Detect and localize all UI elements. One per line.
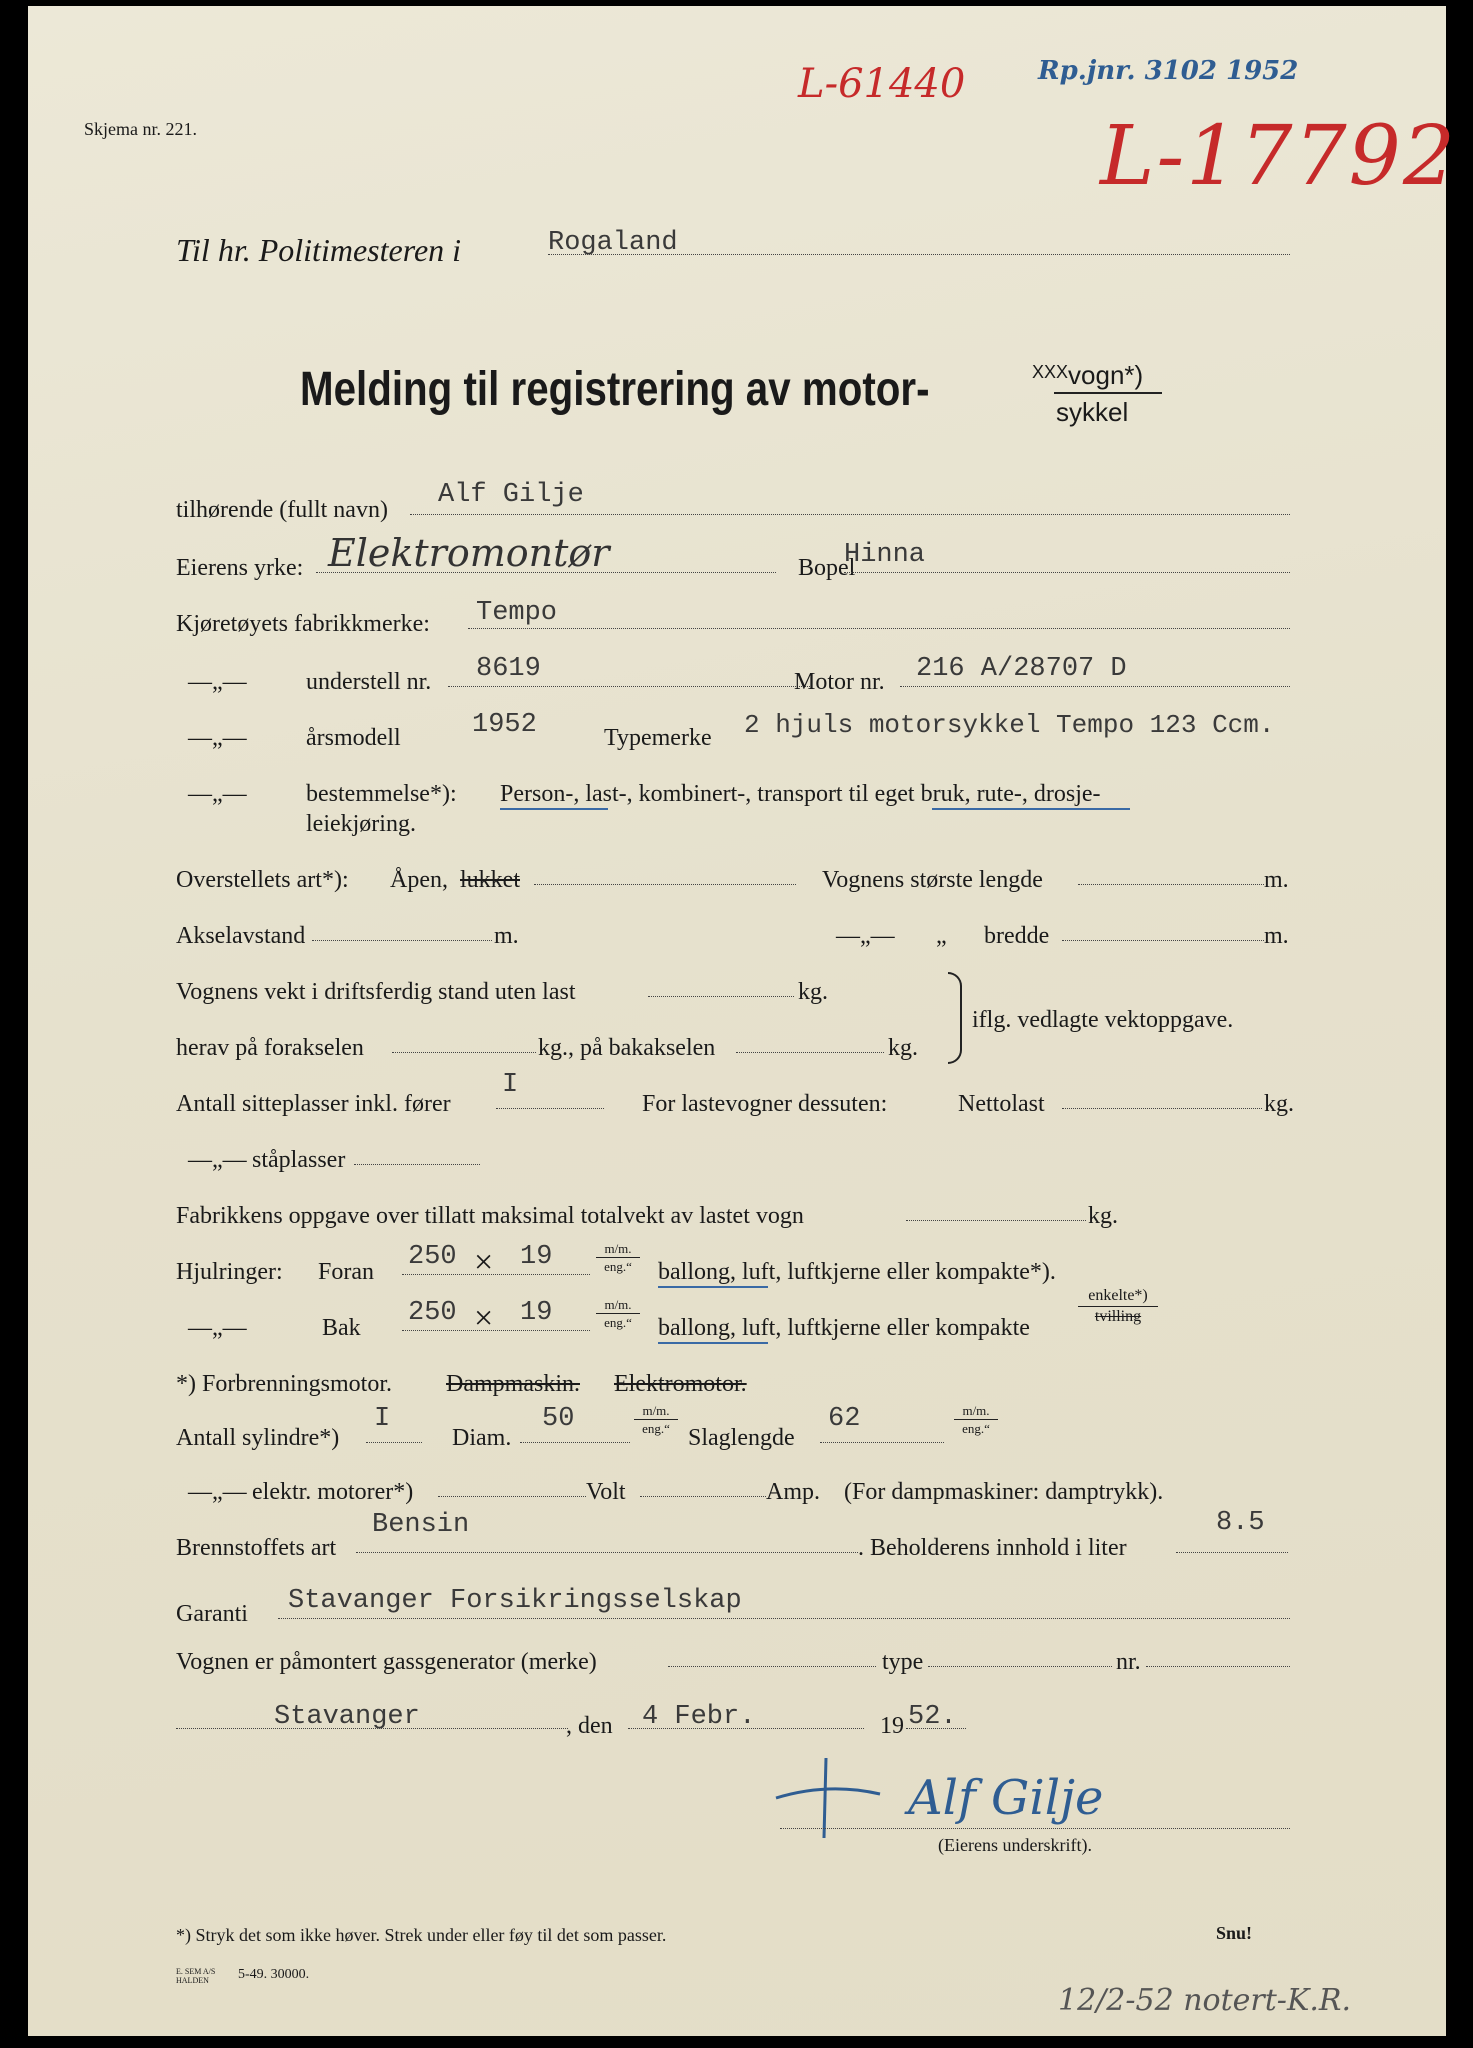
ditto-4: —„— (836, 923, 895, 949)
standing-line (354, 1164, 480, 1165)
tyres-rear-line (402, 1330, 590, 1331)
chassis-value: 8619 (476, 654, 541, 684)
length-label: Vognens største lengde (822, 867, 1043, 893)
weight-rear-unit: kg. (888, 1035, 918, 1061)
weight-front-line (392, 1052, 536, 1053)
weight-note: iflg. vedlagte vektoppgave. (972, 1007, 1234, 1033)
occupation-label: Eierens yrke: (176, 555, 304, 581)
motor-value: 216 A/28707 D (916, 654, 1127, 684)
motor-label: Motor nr. (794, 669, 885, 695)
guarantee-line (278, 1618, 1290, 1619)
wheelbase-label: Akselavstand (176, 923, 306, 949)
model-year-value: 1952 (472, 710, 537, 740)
fuel-value: Bensin (372, 1510, 470, 1540)
year-suffix: 52. (908, 1702, 957, 1732)
make-value: Tempo (476, 598, 558, 628)
volt-label: Volt (586, 1479, 626, 1505)
max-weight-line (906, 1220, 1086, 1221)
weight-empty-label: Vognens vekt i driftsferdig stand uten last (176, 979, 576, 1005)
page-title: Melding til registrering av motor- (300, 363, 930, 416)
tyres-front-height: 19 (520, 1242, 553, 1272)
seats-value: I (502, 1070, 519, 1100)
ditto-6: —„— (188, 1315, 247, 1341)
occupation-line (316, 572, 776, 573)
weight-rear-label: kg., på bakakselen (538, 1035, 716, 1061)
net-line (1062, 1108, 1262, 1109)
length-unit: m. (1264, 867, 1289, 893)
wheelbase-unit: m. (494, 923, 519, 949)
chassis-line (448, 686, 810, 687)
ditto-7: —„— (188, 1479, 247, 1505)
elec-motor-label: elektr. motorer*) (252, 1479, 414, 1505)
form-number: Skjema nr. 221. (84, 119, 197, 139)
wheelbase-line (312, 940, 492, 941)
seats-label: Antall sitteplasser inkl. fører (176, 1091, 451, 1117)
tyres-front-types: ballong, luft, luftkjerne eller kompakte*). (658, 1259, 1056, 1285)
print-run: 5-49. 30000. (238, 1967, 310, 1982)
purpose-underline-own-use (932, 808, 1130, 810)
purpose-options: Person-, last-, kombinert-, transport til eget bruk, rute-, drosje- (500, 781, 1101, 807)
tyres-front-times: × (474, 1244, 494, 1281)
ditto-3: —„— (188, 781, 247, 807)
weight-front-label: herav på forakselen (176, 1035, 364, 1061)
diam-line (520, 1442, 630, 1443)
make-line (468, 628, 1290, 629)
type-label: Typemerke (604, 725, 712, 751)
purpose-continued: leiekjøring. (306, 811, 416, 837)
make-label: Kjøretøyets fabrikkmerke: (176, 611, 430, 637)
net-label: Nettolast (958, 1091, 1045, 1117)
elec-motor-line (438, 1496, 586, 1497)
net-unit: kg. (1264, 1091, 1294, 1117)
cylinders-value: I (374, 1404, 391, 1434)
cargo-label: For lastevogner dessuten: (642, 1091, 888, 1117)
engine-steam: Dampmaskin. (446, 1371, 580, 1397)
tyres-front-width: 250 (408, 1242, 457, 1272)
owner-signature: Alf Gilje (908, 1770, 1104, 1826)
cylinders-line (366, 1442, 422, 1443)
width-quote: „ (936, 923, 947, 949)
diam-value: 50 (542, 1404, 575, 1434)
weight-empty-unit: kg. (798, 979, 828, 1005)
tyres-rear-unit: m/m. eng.“ (596, 1298, 640, 1329)
place-line (176, 1728, 568, 1729)
weight-empty-line (648, 996, 794, 997)
tyres-front-line (402, 1274, 590, 1275)
motor-line (900, 686, 1290, 687)
tank-label: . Beholderens innhold i liter (858, 1535, 1127, 1561)
form-sheet (28, 6, 1458, 2036)
max-weight-label: Fabrikkens oppgave over tillatt maksimal totalvekt av lastet vogn (176, 1203, 804, 1229)
title-fraction-bar (1054, 392, 1162, 394)
standing-label: ståplasser (252, 1147, 346, 1173)
body-label: Overstellets art*): (176, 867, 349, 893)
width-unit: m. (1264, 923, 1289, 949)
signature-line (780, 1828, 1290, 1829)
chassis-label: understell nr. (306, 669, 432, 695)
tyres-label: Hjulringer: (176, 1259, 283, 1285)
date-line (628, 1728, 864, 1729)
type-value: 2 hjuls motorsykkel Tempo 123 Ccm. (744, 710, 1275, 740)
tank-line (1176, 1552, 1288, 1553)
tyres-rear-width: 250 (408, 1298, 457, 1328)
gasgen-nr-label: nr. (1116, 1649, 1141, 1675)
footer-note: *) Stryk det som ikke høver. Strek under eller føy til det som passer. (176, 1925, 667, 1945)
title-vogn: $^{XXX}$vogn*) (1032, 360, 1144, 390)
year-prefix: 19 (880, 1713, 904, 1739)
ref-code-1: L-61440 (798, 61, 966, 107)
length-line (1078, 884, 1264, 885)
guarantee-value: Stavanger Forsikringsselskap (288, 1586, 742, 1616)
guarantee-label: Garanti (176, 1601, 248, 1627)
fuel-line (356, 1552, 858, 1553)
title-sykkel: sykkel (1056, 397, 1129, 427)
ditto-1: —„— (188, 669, 247, 695)
owner-line (410, 514, 1290, 515)
purpose-underline-person (500, 808, 608, 810)
handwritten-note: 12/2-52 notert-K.R. (1058, 1983, 1352, 2018)
addressee-value: Rogaland (548, 228, 678, 258)
tyres-rear-label: Bak (322, 1315, 361, 1341)
owner-name: Alf Gilje (438, 480, 584, 510)
max-weight-unit: kg. (1088, 1203, 1118, 1229)
tyres-front-label: Foran (318, 1259, 374, 1285)
printer-name: E. SEM A/S (176, 1967, 216, 1976)
gasgen-type-line (928, 1666, 1112, 1667)
turn-over: Snu! (1216, 1923, 1253, 1943)
date-den: , den (566, 1713, 613, 1739)
owner-label: tilhørende (fullt navn) (176, 497, 388, 523)
tank-value: 8.5 (1216, 1508, 1265, 1538)
engine-combustion: *) Forbrenningsmotor. (176, 1371, 392, 1397)
width-label: bredde (984, 923, 1050, 949)
tyres-rear-types: ballong, luft, luftkjerne eller kompakte (658, 1315, 1030, 1341)
tyres-rear-underline (658, 1342, 768, 1344)
signature-caption: (Eierens underskrift). (938, 1835, 1092, 1855)
journal-stamp: Rp.jnr. 3102 1952 (1038, 56, 1299, 86)
steam-note: (For dampmaskiner: damptrykk). (844, 1479, 1164, 1505)
place-value: Stavanger (274, 1702, 420, 1732)
ref-code-2: L-17792 (1100, 109, 1458, 204)
diam-unit: m/m. eng.“ (634, 1404, 678, 1435)
purpose-label: bestemmelse*): (306, 781, 457, 807)
stroke-label: Slaglengde (688, 1425, 795, 1451)
gasgen-type-label: type (882, 1649, 924, 1675)
tyres-front-underline (658, 1286, 768, 1288)
amp-label: Amp. (766, 1479, 820, 1505)
title-xxx: XXX (1032, 362, 1069, 382)
gasgen-make-line (668, 1666, 876, 1667)
model-year-label: årsmodell (306, 725, 401, 751)
stroke-value: 62 (828, 1404, 861, 1434)
residence-line (844, 572, 1290, 573)
date-value: 4 Febr. (642, 1702, 756, 1732)
addressee-label: Til hr. Politimesteren i (176, 232, 462, 268)
body-line (534, 884, 796, 885)
residence-value: Hinna (844, 540, 926, 570)
stroke-line (820, 1442, 944, 1443)
cylinders-label: Antall sylindre*) (176, 1425, 340, 1451)
printer-city: HALDEN (176, 1976, 209, 1985)
gasgen-label: Vognen er påmontert gassgenerator (merke) (176, 1649, 597, 1675)
gasgen-nr-line (1146, 1666, 1290, 1667)
addressee-line (548, 254, 1290, 255)
tyres-rear-height: 19 (520, 1298, 553, 1328)
body-closed: lukket (460, 867, 520, 893)
engine-electric: Elektromotor. (614, 1371, 747, 1397)
tyres-front-unit: m/m. eng.“ (596, 1242, 640, 1273)
tyres-rear-times: × (474, 1300, 494, 1337)
year-line (906, 1728, 966, 1729)
body-open: Åpen, (390, 867, 448, 893)
stroke-unit: m/m. eng.“ (954, 1404, 998, 1435)
tyres-twin-choice: enkelte*) tvilling (1078, 1288, 1158, 1325)
volt-line (640, 1496, 766, 1497)
weight-brace (948, 972, 962, 1064)
seats-line (496, 1108, 604, 1109)
diam-label: Diam. (452, 1425, 512, 1451)
ditto-5: —„— (188, 1147, 247, 1173)
occupation-value: Elektromontør (328, 531, 610, 575)
width-line (1062, 940, 1264, 941)
weight-rear-line (736, 1052, 884, 1053)
ditto-2: —„— (188, 725, 247, 751)
residence-label: Bopel (798, 555, 856, 581)
fuel-label: Brennstoffets art (176, 1535, 337, 1561)
